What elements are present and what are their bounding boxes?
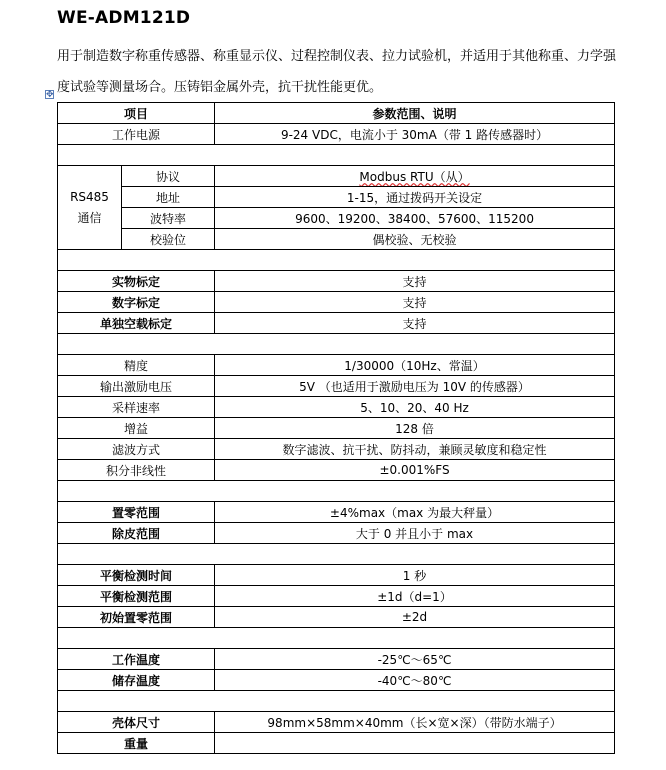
- protocol-value: Modbus RTU（从）: [359, 169, 470, 184]
- row-label: 校验位: [122, 229, 215, 250]
- rs485-label-line2: 通信: [77, 210, 102, 225]
- row-value: 128 倍: [215, 418, 615, 439]
- table-header-row: [58, 103, 615, 124]
- table-row: [58, 187, 615, 208]
- table-row: [58, 313, 615, 334]
- header-item: 项目: [58, 103, 215, 124]
- table-row: [58, 523, 615, 544]
- table-row: [58, 166, 615, 187]
- row-value: ±4%max（max 为最大秤量）: [215, 502, 615, 523]
- row-value: 支持: [215, 271, 615, 292]
- row-value: 9-24 VDC，电流小于 30mA（带 1 路传感器时）: [215, 124, 615, 145]
- rs485-group-label: [58, 166, 122, 250]
- row-value: ±2d: [215, 607, 615, 628]
- row-value: ±0.001%FS: [215, 460, 615, 481]
- row-value: 数字滤波、抗干扰、防抖动，兼顾灵敏度和稳定性: [215, 439, 615, 460]
- row-value: 支持: [215, 313, 615, 334]
- row-value: [215, 733, 615, 754]
- row-label: 平衡检测范围: [58, 586, 215, 607]
- table-row: [58, 355, 615, 376]
- row-label: 地址: [122, 187, 215, 208]
- row-value: ±1d（d=1）: [215, 586, 615, 607]
- row-label: 输出激励电压: [58, 376, 215, 397]
- row-label: 壳体尺寸: [58, 712, 215, 733]
- row-value: 偶校验、无校验: [215, 229, 615, 250]
- row-label: 单独空载标定: [58, 313, 215, 334]
- row-label: 波特率: [122, 208, 215, 229]
- row-value: [215, 166, 615, 187]
- table-row: [58, 712, 615, 733]
- page-title: WE-ADM121D: [57, 8, 191, 28]
- row-value: 98mm×58mm×40mm（长×宽×深）（带防水端子）: [215, 712, 615, 733]
- row-value: -25℃～65℃: [215, 649, 615, 670]
- row-label: 工作温度: [58, 649, 215, 670]
- rs485-label-line1: RS485: [70, 189, 109, 204]
- row-label: 重量: [58, 733, 215, 754]
- row-label: 滤波方式: [58, 439, 215, 460]
- row-label: 置零范围: [58, 502, 215, 523]
- row-label: 协议: [122, 166, 215, 187]
- table-row: [58, 502, 615, 523]
- row-label: 平衡检测时间: [58, 565, 215, 586]
- table-row: [58, 733, 615, 754]
- blank-row: [58, 250, 615, 271]
- row-label: 积分非线性: [58, 460, 215, 481]
- row-value: 1-15，通过拨码开关设定: [215, 187, 615, 208]
- table-move-handle-icon[interactable]: ✥: [46, 90, 54, 100]
- row-label: 实物标定: [58, 271, 215, 292]
- row-label: 储存温度: [58, 670, 215, 691]
- row-label: 采样速率: [58, 397, 215, 418]
- row-value: -40℃～80℃: [215, 670, 615, 691]
- table-row: [58, 271, 615, 292]
- row-value: 支持: [215, 292, 615, 313]
- table-row: [58, 607, 615, 628]
- table-row: [58, 397, 615, 418]
- table-row: [58, 586, 615, 607]
- table-row: [58, 670, 615, 691]
- table-row: [58, 208, 615, 229]
- table-row: [58, 124, 615, 145]
- table-row: [58, 649, 615, 670]
- row-value: 5、10、20、40 Hz: [215, 397, 615, 418]
- blank-row: [58, 334, 615, 355]
- table-row: [58, 418, 615, 439]
- header-value: 参数范围、说明: [215, 103, 615, 124]
- blank-row: [58, 544, 615, 565]
- table-row: [58, 439, 615, 460]
- blank-row: [58, 691, 615, 712]
- spec-table: [57, 102, 615, 754]
- row-label: 除皮范围: [58, 523, 215, 544]
- row-label: 工作电源: [58, 124, 215, 145]
- row-value: 5V （也适用于激励电压为 10V 的传感器）: [215, 376, 615, 397]
- row-value: 1 秒: [215, 565, 615, 586]
- row-label: 初始置零范围: [58, 607, 215, 628]
- intro-paragraph: 用于制造数字称重传感器、称重显示仪、过程控制仪表、拉力试验机，并适用于其他称重、力学强度试验等测量场合。压铸铝金属外壳，抗干扰性能更优。: [57, 49, 617, 95]
- row-value: 大于 0 并且小于 max: [215, 523, 615, 544]
- blank-row: [58, 145, 615, 166]
- row-value: 1/30000（10Hz、常温）: [215, 355, 615, 376]
- row-value: 9600、19200、38400、57600、115200: [215, 208, 615, 229]
- row-label: 增益: [58, 418, 215, 439]
- table-row: [58, 292, 615, 313]
- row-label: 精度: [58, 355, 215, 376]
- blank-row: [58, 481, 615, 502]
- row-label: 数字标定: [58, 292, 215, 313]
- table-row: [58, 565, 615, 586]
- table-row: [58, 376, 615, 397]
- blank-row: [58, 628, 615, 649]
- table-row: [58, 460, 615, 481]
- table-row: [58, 229, 615, 250]
